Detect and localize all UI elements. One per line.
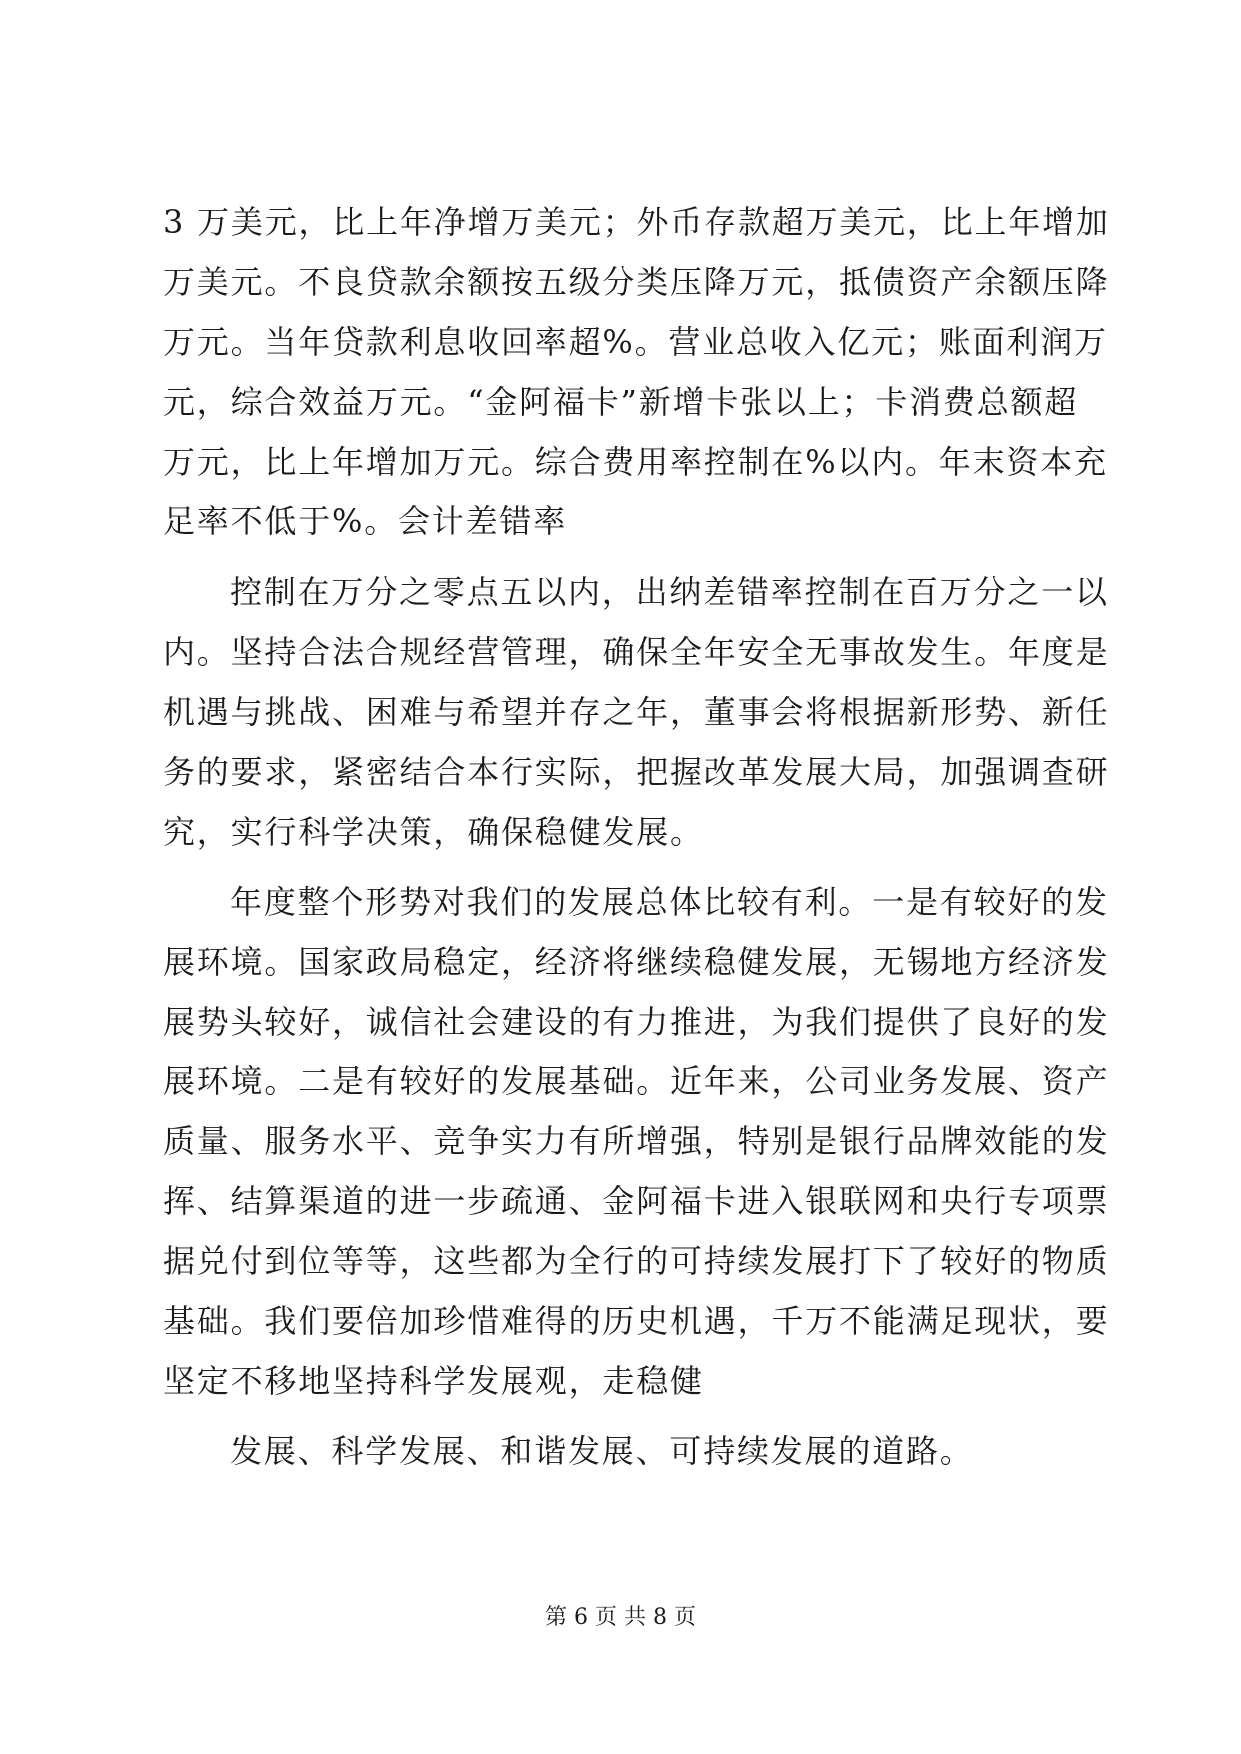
- text-line: 展环境。二是有较好的发展基础。近年来，公司业务发展、资产: [163, 1062, 1110, 1100]
- text-line: 基础。我们要倍加珍惜难得的历史机遇，千万不能满足现状，要: [163, 1302, 1110, 1340]
- text-line: 万美元。不良贷款余额按五级分类压降万元，抵债资产余额压降: [163, 263, 1110, 301]
- text-line: 3 万美元，比上年净增万美元；外币存款超万美元，比上年增加: [163, 203, 1110, 241]
- page-number-footer: 第 6 页 共 8 页: [545, 1605, 696, 1630]
- text-line: 展势头较好，诚信社会建设的有力推进，为我们提供了良好的发: [163, 1003, 1110, 1041]
- text-line: 发展、科学发展、和谐发展、可持续发展的道路。: [230, 1432, 974, 1470]
- text-line: 质量、服务水平、竞争实力有所增强，特别是银行品牌效能的发: [163, 1122, 1110, 1160]
- text-line: 足率不低于%。会计差错率: [163, 502, 568, 540]
- text-line: 元，综合效益万元。“金阿福卡”新增卡张以上；卡消费总额超: [163, 383, 1079, 421]
- text-line: 坚定不移地坚持科学发展观，走稳健: [163, 1362, 704, 1400]
- text-line: 控制在万分之零点五以内，出纳差错率控制在百万分之一以: [230, 573, 1109, 611]
- text-line: 务的要求，紧密结合本行实际，把握改革发展大局，加强调查研: [163, 753, 1110, 791]
- text-line: 究，实行科学决策，确保稳健发展。: [163, 813, 704, 851]
- text-line: 据兑付到位等等，这些都为全行的可持续发展打下了较好的物质: [163, 1242, 1110, 1280]
- text-line: 展环境。国家政局稳定，经济将继续稳健发展，无锡地方经济发: [163, 943, 1110, 981]
- text-line: 万元，比上年增加万元。综合费用率控制在%以内。年末资本充: [163, 443, 1108, 481]
- text-line: 内。坚持合法合规经营管理，确保全年安全无事故发生。年度是: [163, 633, 1110, 671]
- text-line: 挥、结算渠道的进一步疏通、金阿福卡进入银联网和央行专项票: [163, 1182, 1110, 1220]
- text-line: 年度整个形势对我们的发展总体比较有利。一是有较好的发: [230, 883, 1109, 921]
- text-line: 机遇与挑战、困难与希望并存之年，董事会将根据新形势、新任: [163, 693, 1110, 731]
- text-line: 万元。当年贷款利息收回率超%。营业总收入亿元；账面利润万: [163, 323, 1108, 361]
